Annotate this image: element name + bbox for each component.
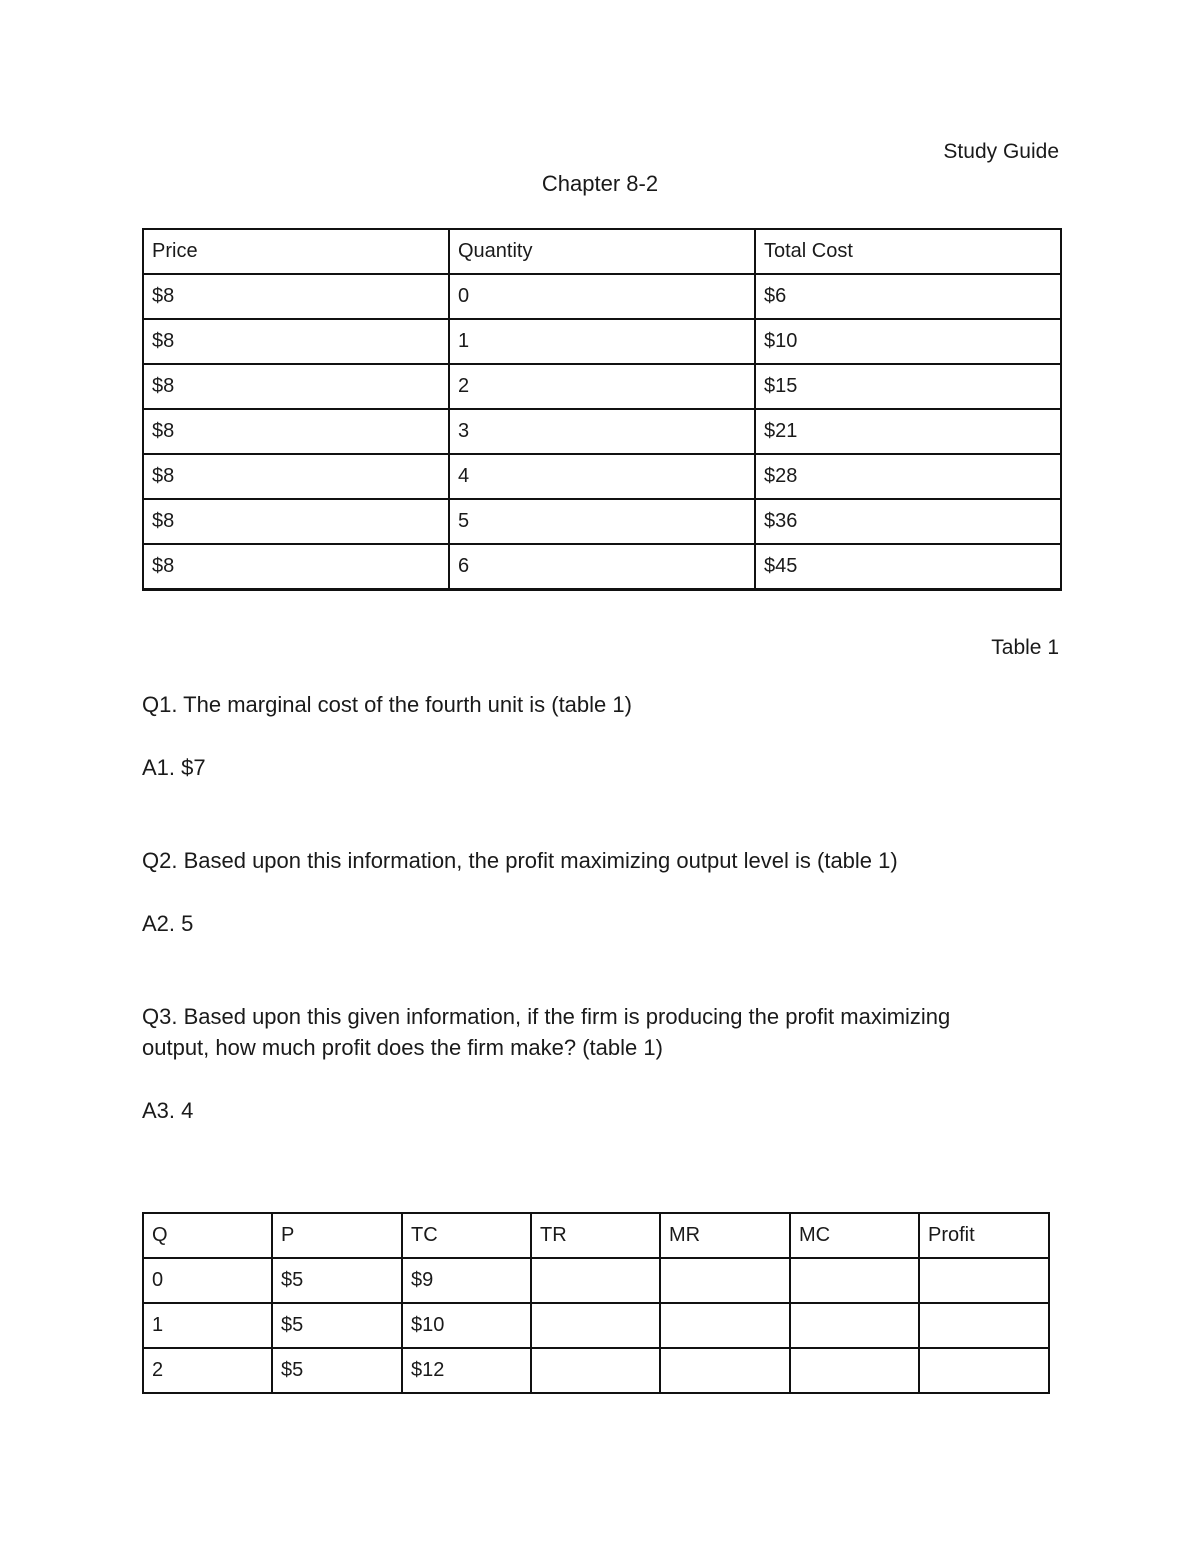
table-cell: 2 — [449, 364, 755, 409]
table-header-cell: Price — [143, 229, 449, 274]
table-header-cell: Profit — [919, 1213, 1049, 1258]
table-cell: 4 — [449, 454, 755, 499]
table-cell: $5 — [272, 1348, 402, 1393]
table-cell: $9 — [402, 1258, 531, 1303]
table-header-cell: Quantity — [449, 229, 755, 274]
table-header-row — [143, 1213, 1049, 1258]
table-cell: $6 — [755, 274, 1061, 319]
table-row — [143, 454, 1061, 499]
table-cell: $10 — [755, 319, 1061, 364]
table-cell: $28 — [755, 454, 1061, 499]
table-header-cell: MR — [660, 1213, 790, 1258]
table-cell: $21 — [755, 409, 1061, 454]
table-header-cell: Total Cost — [755, 229, 1061, 274]
question-3: Q3. Based upon this given information, if the firm is producing the profit maximizing output, how much profit does the firm make? (table 1) — [142, 1004, 951, 1060]
table-caption: Table 1 — [991, 636, 1059, 659]
table-header-row — [143, 229, 1061, 274]
table-header-cell: TC — [402, 1213, 531, 1258]
table-cell: $5 — [272, 1258, 402, 1303]
table-cell: 1 — [143, 1303, 272, 1348]
table-row — [143, 1303, 1049, 1348]
table-row — [143, 1258, 1049, 1303]
table-cell — [660, 1348, 790, 1393]
table-cell: $8 — [143, 454, 449, 499]
table-cell — [531, 1303, 660, 1348]
answer-1: A1. $7 — [142, 755, 206, 780]
question-2: Q2. Based upon this information, the profit maximizing output level is (table 1) — [142, 848, 898, 873]
table-cell: 3 — [449, 409, 755, 454]
page-title: Chapter 8-2 — [541, 171, 659, 196]
table-cell — [919, 1303, 1049, 1348]
answer-3: A3. 4 — [142, 1098, 194, 1123]
question-1: Q1. The marginal cost of the fourth unit is (table 1) — [142, 692, 632, 717]
table-cell: $15 — [755, 364, 1061, 409]
table-cell — [531, 1258, 660, 1303]
table-header-cell: P — [272, 1213, 402, 1258]
table-cell — [919, 1348, 1049, 1393]
table-cell: 5 — [449, 499, 755, 544]
table-row — [143, 274, 1061, 319]
table-row — [143, 544, 1061, 590]
table-cell — [660, 1303, 790, 1348]
cost-table — [142, 228, 1062, 591]
table-row — [143, 409, 1061, 454]
table-row — [143, 319, 1061, 364]
table-cell — [790, 1258, 919, 1303]
table-row — [143, 499, 1061, 544]
table-cell: 1 — [449, 319, 755, 364]
table-cell: $36 — [755, 499, 1061, 544]
table-cell: $5 — [272, 1303, 402, 1348]
table-cell: $8 — [143, 499, 449, 544]
table-cell: $8 — [143, 364, 449, 409]
study-guide-label: Study Guide — [943, 140, 1059, 163]
table-cell: $8 — [143, 319, 449, 364]
table-header-cell: Q — [143, 1213, 272, 1258]
table-cell: 6 — [449, 544, 755, 590]
table-cell: 0 — [449, 274, 755, 319]
table-cell: 0 — [143, 1258, 272, 1303]
table-cell: 2 — [143, 1348, 272, 1393]
table-cell: $8 — [143, 274, 449, 319]
table-header-cell: MC — [790, 1213, 919, 1258]
profit-worksheet-table — [142, 1212, 1050, 1394]
table-cell — [790, 1348, 919, 1393]
table-cell — [660, 1258, 790, 1303]
table-cell: $8 — [143, 544, 449, 590]
table-cell: $8 — [143, 409, 449, 454]
table-row — [143, 364, 1061, 409]
table-cell: $12 — [402, 1348, 531, 1393]
table-row — [143, 1348, 1049, 1393]
answer-2: A2. 5 — [142, 911, 194, 936]
table-header-cell: TR — [531, 1213, 660, 1258]
table-cell — [919, 1258, 1049, 1303]
table-cell — [531, 1348, 660, 1393]
table-cell: $10 — [402, 1303, 531, 1348]
table-cell: $45 — [755, 544, 1061, 590]
table-cell — [790, 1303, 919, 1348]
